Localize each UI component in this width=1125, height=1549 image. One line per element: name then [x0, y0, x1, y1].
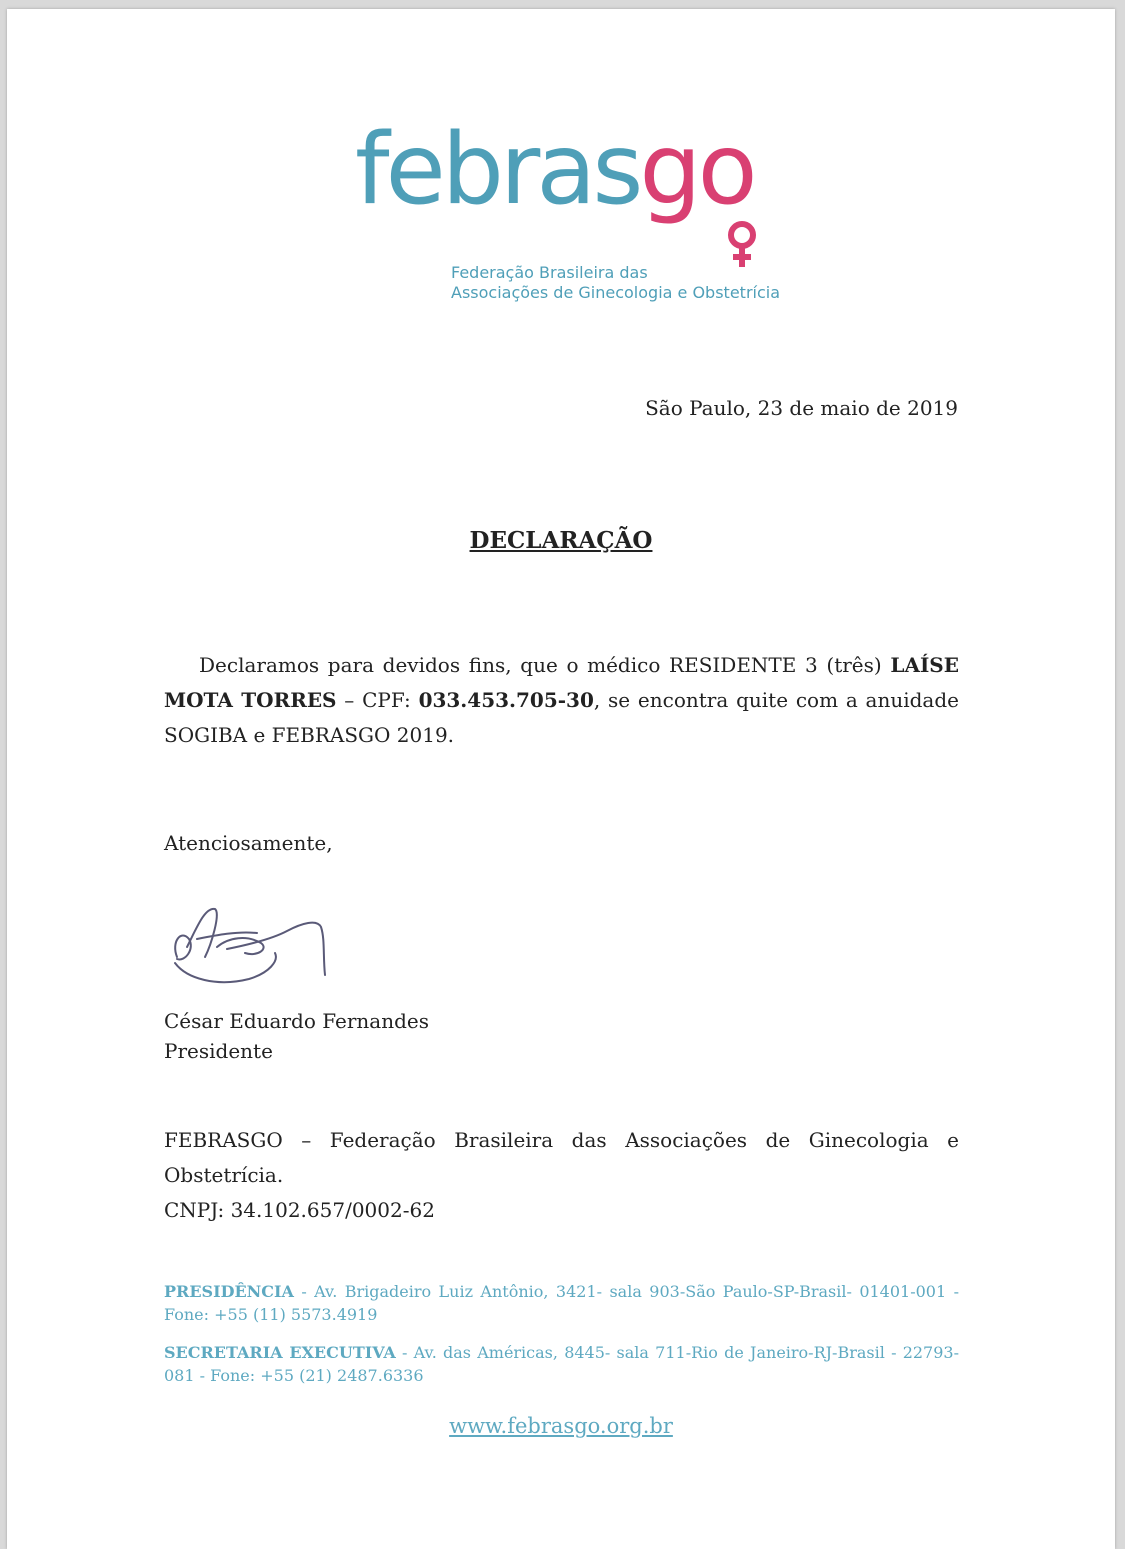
logo-word-blue: febras	[355, 113, 640, 227]
logo-word-pink: go	[639, 113, 754, 227]
declaration-text-1: Declaramos para devidos fins, que o médico RESIDENTE 3 (três)	[199, 653, 891, 677]
declaration-paragraph	[164, 648, 959, 753]
secretariat-address: - Av. das Américas, 8445- sala 711-Rio de Janeiro-RJ-Brasil - 22793-081 - Fone: +55 (21) 2487.6336	[164, 1343, 960, 1385]
website-link[interactable]: www.febrasgo.org.br	[449, 1414, 673, 1438]
logo-subtitle-line2: Associações de Ginecologia e Obstetrícia	[451, 283, 781, 302]
document-page	[7, 9, 1115, 1549]
secretariat-contact	[164, 1341, 959, 1387]
venus-symbol-icon	[722, 219, 762, 269]
logo-wordmark	[355, 113, 754, 227]
signer-name: César Eduardo Fernandes	[164, 1009, 429, 1033]
document-title: DECLARAÇÃO	[469, 527, 653, 554]
organization-name: FEBRASGO – Federação Brasileira das Associações de Ginecologia e Obstetrícia.	[164, 1128, 959, 1187]
secretariat-label: SECRETARIA EXECUTIVA	[164, 1343, 396, 1362]
cpf-number: 033.453.705-30	[418, 688, 594, 712]
logo-subtitle-line1: Federação Brasileira das	[451, 263, 648, 282]
febrasgo-logo	[347, 113, 787, 309]
declaration-text-3: , se encontra quite com a anuidade SOGIBA e FEBRASGO 2019.	[164, 688, 959, 747]
presidency-contact	[164, 1280, 959, 1326]
closing-salutation: Atenciosamente,	[164, 831, 333, 855]
declared-person-name: LAÍSE MOTA TORRES	[164, 653, 959, 712]
organization-cnpj: CNPJ: 34.102.657/0002-62	[164, 1198, 435, 1222]
declaration-text-2: – CPF:	[336, 688, 419, 712]
presidency-address: - Av. Brigadeiro Luiz Antônio, 3421- sala 903-São Paulo-SP-Brasil- 01401-001 - Fone: +55 (11) 5573.4919	[164, 1282, 959, 1324]
signer-role: Presidente	[164, 1039, 273, 1063]
signer-block	[164, 1006, 429, 1066]
handwritten-signature	[157, 887, 327, 997]
document-date: São Paulo, 23 de maio de 2019	[645, 396, 958, 420]
organization-block	[164, 1123, 959, 1228]
presidency-label: PRESIDÊNCIA	[164, 1282, 294, 1301]
